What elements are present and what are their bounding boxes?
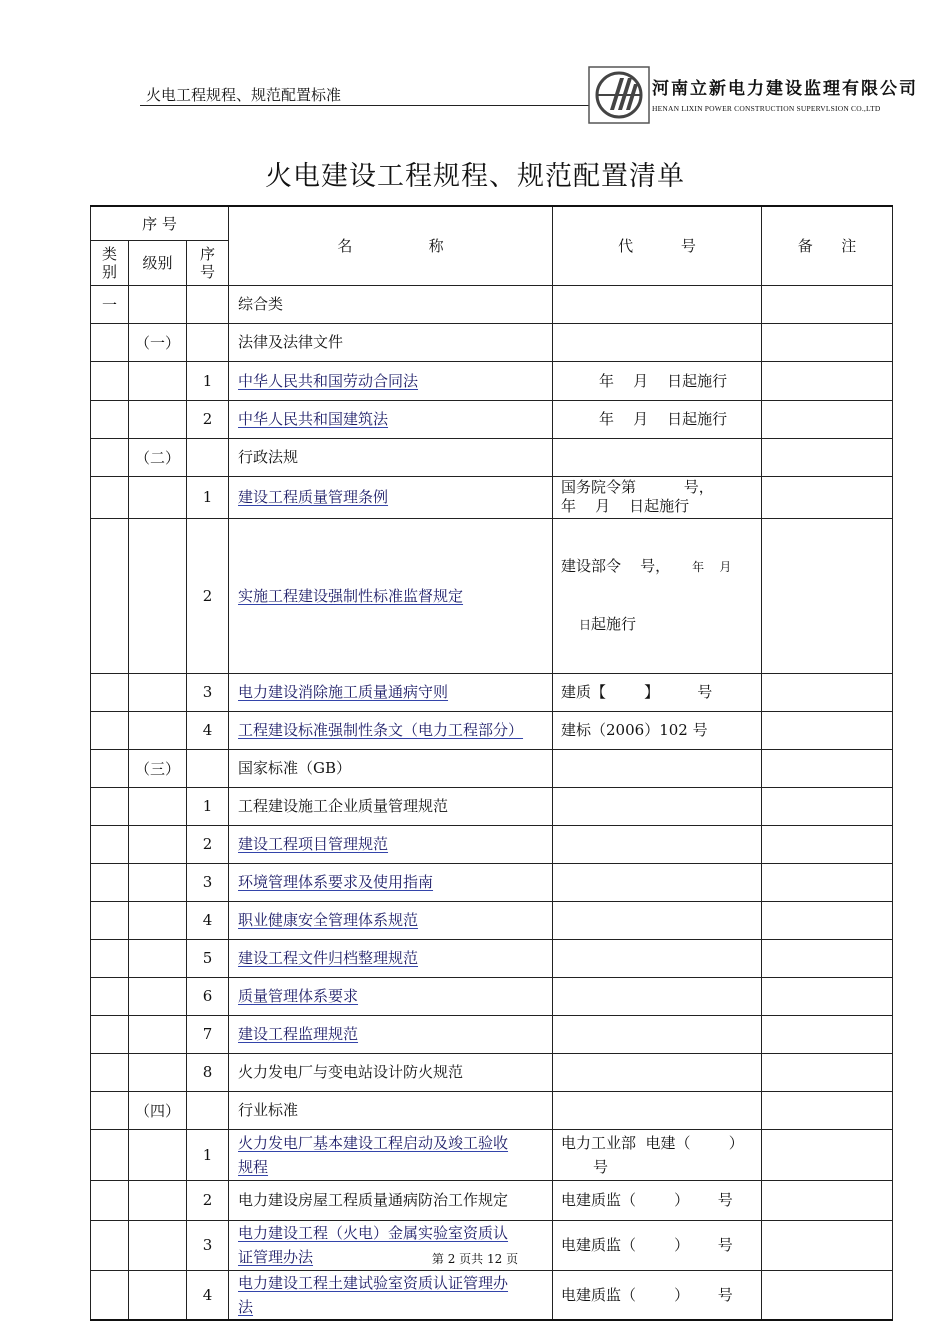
name-cell: 法律及法律文件 xyxy=(229,323,553,361)
header-level: 级别 xyxy=(129,240,187,285)
table-row xyxy=(91,787,893,825)
header-code: 代 号 xyxy=(553,206,762,285)
table-header-row xyxy=(91,206,893,240)
category-cell xyxy=(91,1180,129,1220)
seq-cell: 3 xyxy=(187,1220,229,1270)
name-cell: 国家标准（GB） xyxy=(229,749,553,787)
level-cell xyxy=(129,863,187,901)
seq-cell: 2 xyxy=(187,518,229,673)
company-name-cn: 河南立新电力建设监理有限公司 xyxy=(652,79,918,99)
standard-link[interactable]: 火力发电厂基本建设工程启动及竣工验收 xyxy=(238,1133,509,1152)
table-row xyxy=(91,1053,893,1091)
remark-cell xyxy=(762,711,893,749)
seq-cell: 4 xyxy=(187,711,229,749)
standards-table xyxy=(90,205,893,1321)
name-cell: 行政法规 xyxy=(229,438,553,476)
company-logo-icon xyxy=(588,66,650,124)
header-category: 类别 xyxy=(91,240,129,285)
category-cell xyxy=(91,977,129,1015)
seq-cell: 1 xyxy=(187,787,229,825)
standard-link[interactable]: 建设工程项目管理规范 xyxy=(238,835,389,853)
seq-cell xyxy=(187,323,229,361)
category-cell xyxy=(91,1129,129,1180)
name-cell: 火力发电厂与变电站设计防火规范 xyxy=(229,1053,553,1091)
seq-cell: 3 xyxy=(187,863,229,901)
code-line: 起施行 xyxy=(591,614,637,633)
table-row xyxy=(91,323,893,361)
remark-cell xyxy=(762,285,893,323)
seq-cell: 2 xyxy=(187,825,229,863)
level-cell xyxy=(129,901,187,939)
code-cell: 电建质监（ ） 号 xyxy=(553,1220,762,1270)
remark-cell xyxy=(762,787,893,825)
code-cell xyxy=(553,863,762,901)
standard-link[interactable]: 电力建设工程土建试验室资质认证管理办 xyxy=(238,1273,509,1292)
category-cell xyxy=(91,438,129,476)
code-cell xyxy=(553,1129,762,1180)
code-cell xyxy=(553,1015,762,1053)
remark-cell xyxy=(762,939,893,977)
code-cell: 电建质监（ ） 号 xyxy=(553,1180,762,1220)
level-cell xyxy=(129,361,187,400)
seq-cell: 4 xyxy=(187,1270,229,1320)
code-line: 国务院令第 号， xyxy=(561,478,714,496)
table-row xyxy=(91,977,893,1015)
seq-cell: 2 xyxy=(187,1180,229,1220)
seq-cell: 5 xyxy=(187,939,229,977)
table-row xyxy=(91,711,893,749)
remark-cell xyxy=(762,901,893,939)
remark-cell xyxy=(762,323,893,361)
category-cell xyxy=(91,787,129,825)
table-row xyxy=(91,901,893,939)
seq-cell: 1 xyxy=(187,476,229,518)
remark-cell xyxy=(762,400,893,438)
code-cell: 年 月 日起施行 xyxy=(553,400,762,438)
level-cell xyxy=(129,1180,187,1220)
table-row xyxy=(91,1015,893,1053)
standard-link[interactable]: 建设工程监理规范 xyxy=(238,1025,359,1043)
code-cell: 建质【 】 号 xyxy=(553,673,762,711)
code-line: 建设部令 号， xyxy=(561,556,671,575)
level-cell: （一） xyxy=(129,323,187,361)
standard-link[interactable]: 工程建设标准强制性条文（电力工程部分） xyxy=(238,721,524,739)
standard-link[interactable]: 规程 xyxy=(238,1157,269,1176)
code-line: 年 月 日起施行 xyxy=(561,497,690,515)
category-cell xyxy=(91,1091,129,1129)
level-cell xyxy=(129,787,187,825)
category-cell xyxy=(91,825,129,863)
table-row xyxy=(91,361,893,400)
table-row xyxy=(91,749,893,787)
remark-cell xyxy=(762,438,893,476)
company-name-en: HENAN LIXIN POWER CONSTRUCTION SUPERVLSION CO.,LTD xyxy=(652,104,881,113)
remark-cell xyxy=(762,1180,893,1220)
level-cell xyxy=(129,977,187,1015)
standard-link[interactable]: 实施工程建设强制性标准监督规定 xyxy=(238,586,464,605)
page-title: 火电建设工程规程、规范配置清单 xyxy=(265,161,685,192)
level-cell: （三） xyxy=(129,749,187,787)
standard-link[interactable]: 法 xyxy=(238,1297,254,1316)
level-cell xyxy=(129,1015,187,1053)
level-cell: （四） xyxy=(129,1091,187,1129)
category-cell xyxy=(91,323,129,361)
table-row xyxy=(91,285,893,323)
remark-cell xyxy=(762,361,893,400)
code-line: 号 xyxy=(593,1157,609,1176)
table-row xyxy=(91,939,893,977)
standard-link[interactable]: 环境管理体系要求及使用指南 xyxy=(238,873,434,891)
remark-cell xyxy=(762,1091,893,1129)
category-cell xyxy=(91,749,129,787)
header-seq-group: 序 号 xyxy=(91,206,229,240)
level-cell xyxy=(129,1053,187,1091)
level-cell xyxy=(129,285,187,323)
table-row xyxy=(91,438,893,476)
remark-cell xyxy=(762,749,893,787)
code-cell xyxy=(553,476,762,518)
remark-cell xyxy=(762,1129,893,1180)
table-row xyxy=(91,518,893,673)
seq-cell: 4 xyxy=(187,901,229,939)
level-cell xyxy=(129,673,187,711)
category-cell xyxy=(91,1270,129,1320)
code-cell: 建标（2006）102 号 xyxy=(553,711,762,749)
remark-cell xyxy=(762,825,893,863)
table-row xyxy=(91,673,893,711)
level-cell xyxy=(129,711,187,749)
code-line: 年 月 xyxy=(692,559,732,574)
table-row xyxy=(91,1091,893,1129)
seq-cell: 7 xyxy=(187,1015,229,1053)
code-cell xyxy=(553,1053,762,1091)
seq-cell: 3 xyxy=(187,673,229,711)
table-row xyxy=(91,825,893,863)
standard-link[interactable]: 建设工程质量管理条例 xyxy=(238,488,389,506)
category-cell: 一 xyxy=(91,285,129,323)
remark-cell xyxy=(762,476,893,518)
table-row xyxy=(91,400,893,438)
table-row xyxy=(91,476,893,518)
standard-link[interactable]: 电力建设工程（火电）金属实验室资质认 xyxy=(238,1224,509,1242)
code-cell: 年 月 日起施行 xyxy=(553,361,762,400)
seq-cell xyxy=(187,749,229,787)
code-cell xyxy=(553,438,762,476)
standard-link[interactable]: 电力建设消除施工质量通病守则 xyxy=(238,683,449,701)
code-cell xyxy=(553,1091,762,1129)
code-cell xyxy=(553,977,762,1015)
level-cell xyxy=(129,1270,187,1320)
seq-cell: 6 xyxy=(187,977,229,1015)
level-cell xyxy=(129,476,187,518)
code-cell xyxy=(553,825,762,863)
table-row xyxy=(91,1180,893,1220)
level-cell xyxy=(129,518,187,673)
name-cell: 行业标准 xyxy=(229,1091,553,1129)
remark-cell xyxy=(762,518,893,673)
standard-link[interactable]: 质量管理体系要求 xyxy=(238,987,359,1005)
code-cell xyxy=(553,787,762,825)
remark-cell xyxy=(762,1270,893,1320)
standard-link[interactable]: 职业健康安全管理体系规范 xyxy=(238,911,419,929)
code-cell: 电建质监（ ） 号 xyxy=(553,1270,762,1320)
category-cell xyxy=(91,1053,129,1091)
remark-cell xyxy=(762,1015,893,1053)
document-header-title: 火电工程规程、规范配置标准 xyxy=(146,86,342,104)
code-line: 电力工业部 电建（ ） xyxy=(561,1133,744,1152)
code-cell xyxy=(553,749,762,787)
seq-cell xyxy=(187,1091,229,1129)
level-cell xyxy=(129,400,187,438)
seq-cell: 1 xyxy=(187,1129,229,1180)
remark-cell xyxy=(762,673,893,711)
category-cell xyxy=(91,476,129,518)
category-cell xyxy=(91,673,129,711)
level-cell: （二） xyxy=(129,438,187,476)
code-line: 日 xyxy=(579,617,592,632)
level-cell xyxy=(129,1129,187,1180)
category-cell xyxy=(91,939,129,977)
table-row xyxy=(91,1270,893,1320)
remark-cell xyxy=(762,1053,893,1091)
category-cell xyxy=(91,361,129,400)
name-cell: 电力建设房屋工程质量通病防治工作规定 xyxy=(229,1180,553,1220)
standard-link[interactable]: 建设工程文件归档整理规范 xyxy=(238,949,419,967)
code-cell xyxy=(553,901,762,939)
category-cell xyxy=(91,711,129,749)
level-cell xyxy=(129,825,187,863)
name-cell: 工程建设施工企业质量管理规范 xyxy=(229,787,553,825)
standard-link[interactable]: 证管理办法 xyxy=(238,1248,314,1266)
seq-cell: 8 xyxy=(187,1053,229,1091)
standard-link[interactable]: 中华人民共和国劳动合同法 xyxy=(238,371,419,390)
standard-link[interactable]: 中华人民共和国建筑法 xyxy=(238,410,389,428)
page-footer: 第 2 页共 12 页 xyxy=(431,1252,519,1266)
remark-cell xyxy=(762,863,893,901)
header-remark: 备 注 xyxy=(762,206,893,285)
code-cell xyxy=(553,939,762,977)
code-cell xyxy=(553,323,762,361)
category-cell xyxy=(91,1015,129,1053)
category-cell xyxy=(91,400,129,438)
category-cell xyxy=(91,518,129,673)
seq-cell xyxy=(187,438,229,476)
header-name: 名 称 xyxy=(229,206,553,285)
code-cell xyxy=(553,518,762,673)
header-rule xyxy=(140,105,590,106)
seq-cell: 2 xyxy=(187,400,229,438)
category-cell xyxy=(91,863,129,901)
remark-cell xyxy=(762,977,893,1015)
table-row xyxy=(91,1129,893,1180)
category-cell xyxy=(91,901,129,939)
seq-cell: 1 xyxy=(187,361,229,400)
code-cell xyxy=(553,285,762,323)
seq-cell xyxy=(187,285,229,323)
level-cell xyxy=(129,939,187,977)
table-row xyxy=(91,863,893,901)
header-seq: 序号 xyxy=(187,240,229,285)
name-cell: 综合类 xyxy=(229,285,553,323)
